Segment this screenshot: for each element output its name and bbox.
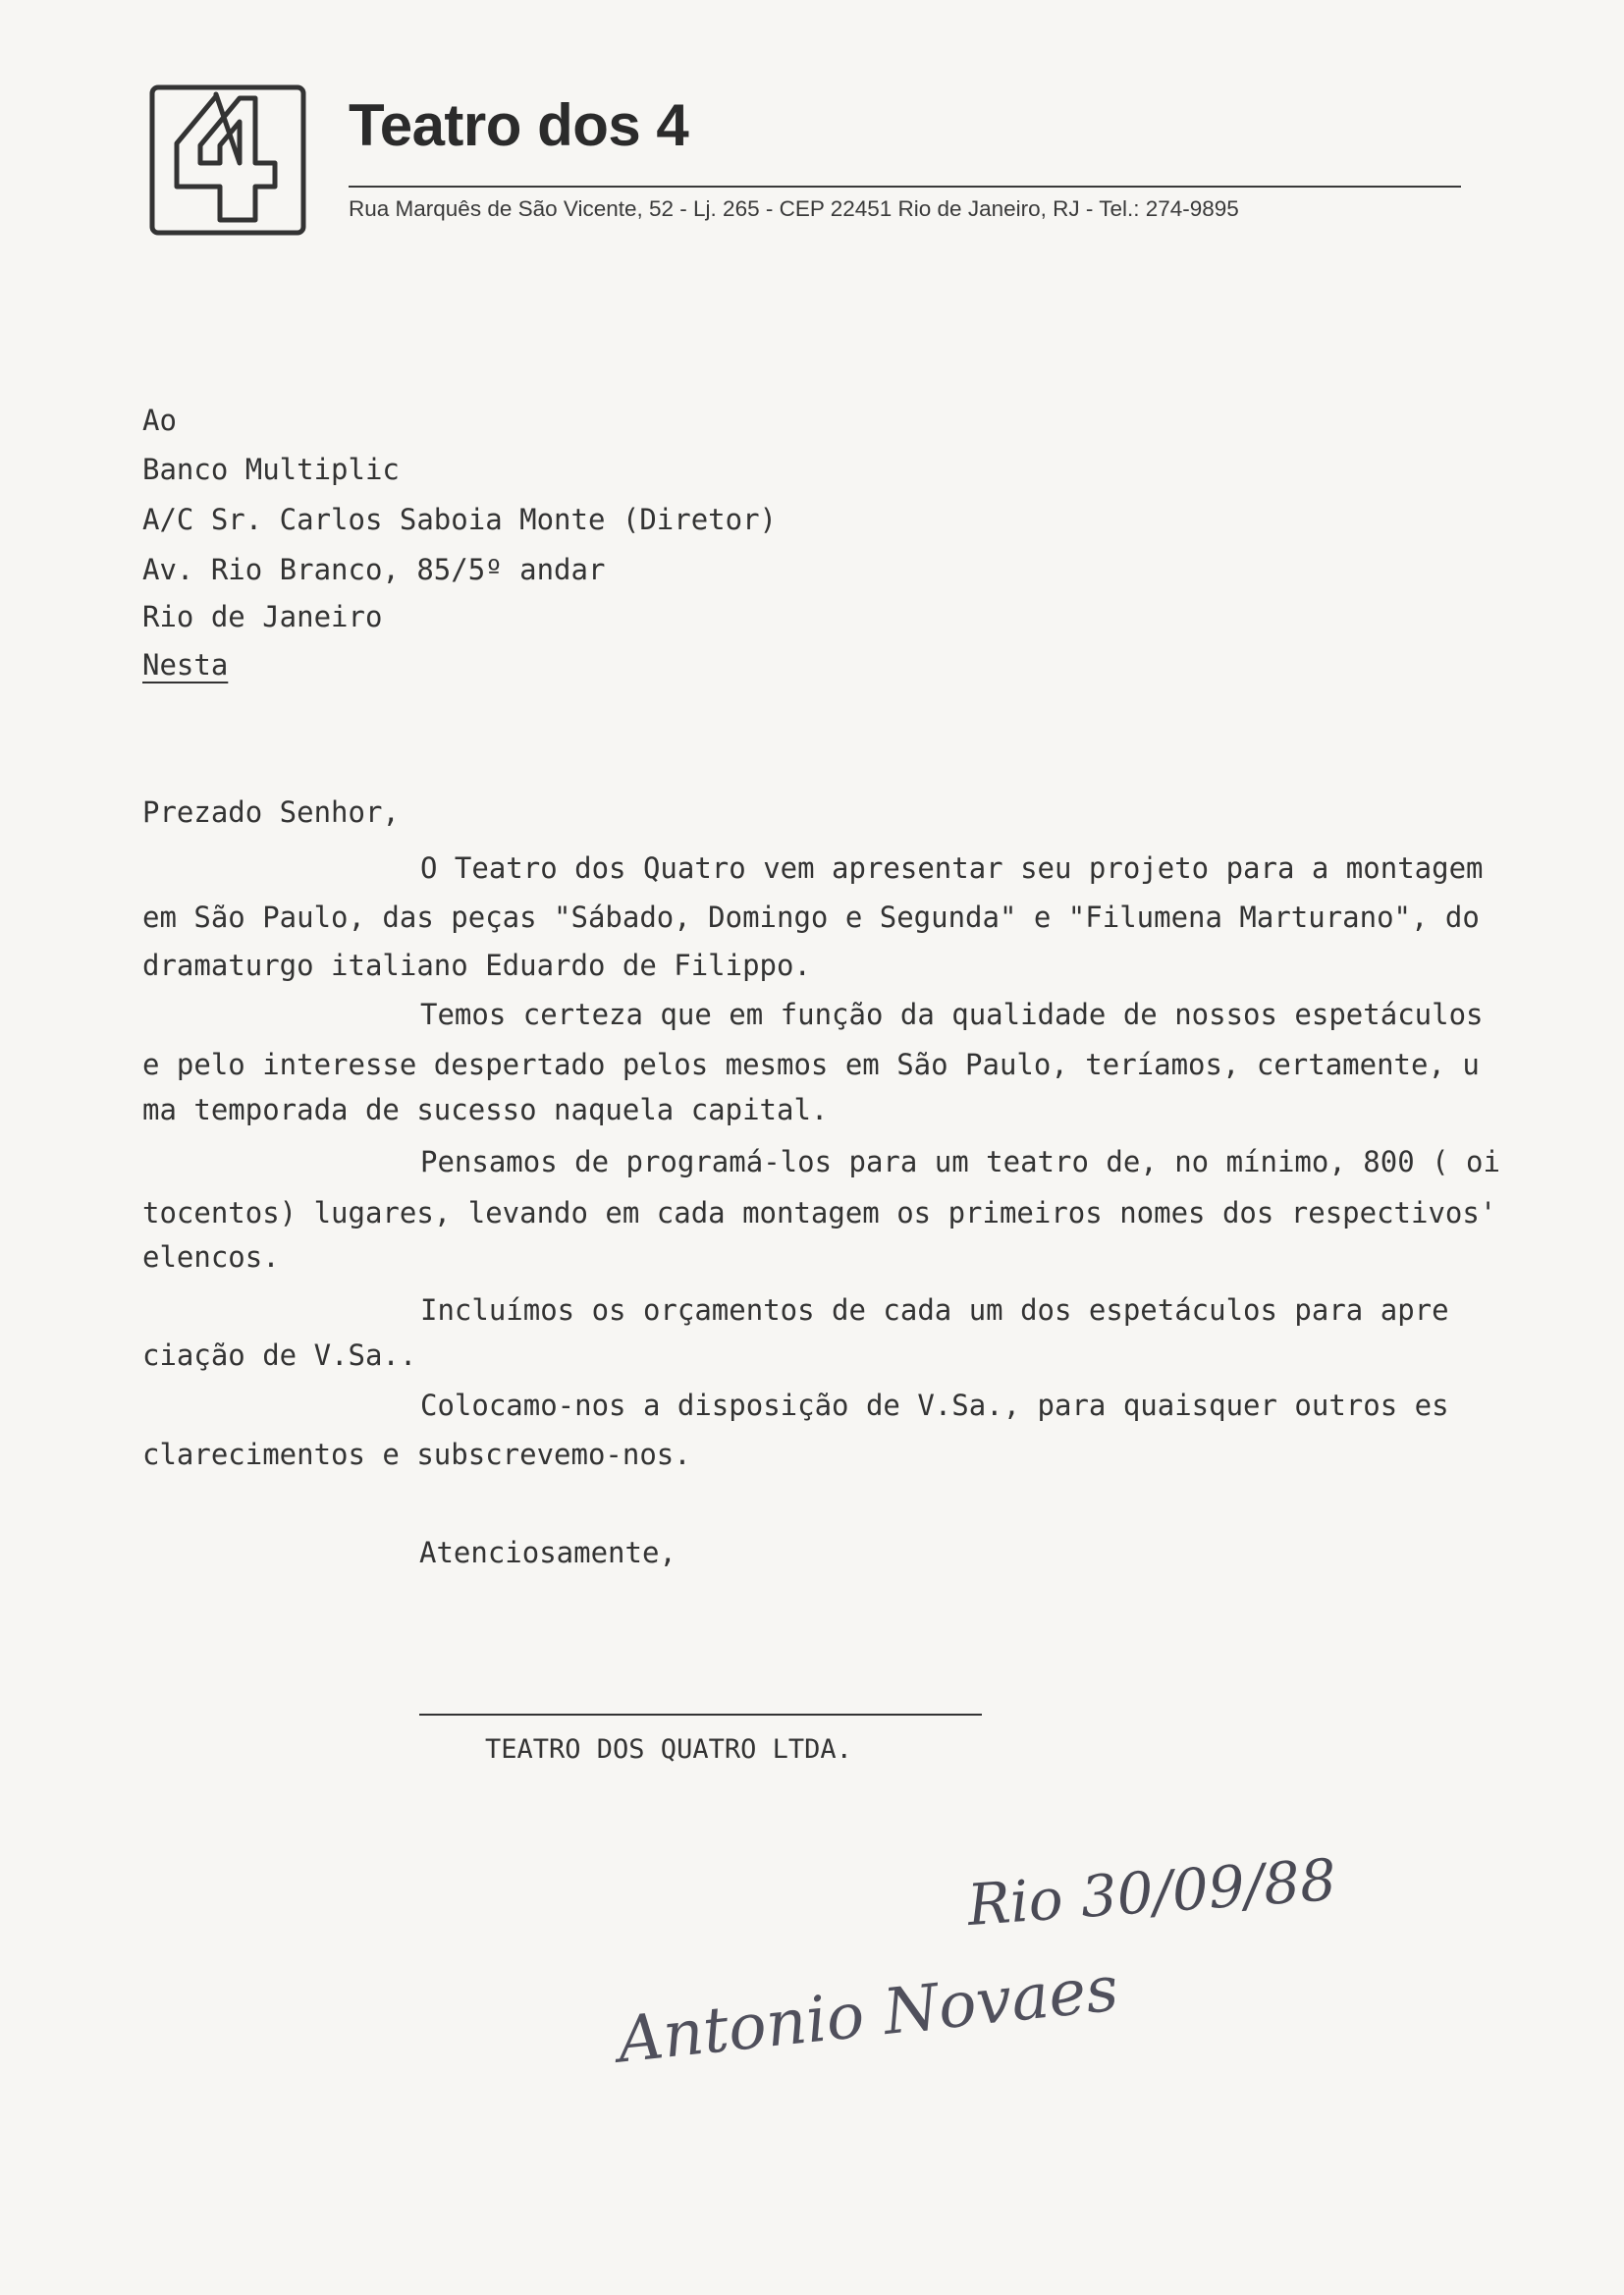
paragraph-2-line-1: Temos certeza que em função da qualidade de nossos espetáculos [420,998,1484,1031]
closing: Atenciosamente, [419,1536,677,1569]
handwritten-signature: Antonio Novaes [614,1952,1122,2078]
paragraph-2-line-2: e pelo interesse despertado pelos mesmos em São Paulo, teríamos, certamente, u [142,1048,1480,1081]
recipient-line-2: Banco Multiplic [142,453,400,486]
recipient-line-3: A/C Sr. Carlos Saboia Monte (Diretor) [142,503,778,536]
signature-line [419,1714,982,1716]
paragraph-4-line-1: Incluímos os orçamentos de cada um dos espetáculos para apre [420,1293,1449,1327]
recipient-line-4: Av. Rio Branco, 85/5º andar [142,553,606,586]
paragraph-4-line-2: ciação de V.Sa.. [142,1339,417,1372]
letterhead-divider [349,186,1461,188]
signature-block-name: TEATRO DOS QUATRO LTDA. [485,1734,852,1765]
paragraph-3-line-2: tocentos) lugares, levando em cada montagem os primeiros nomes dos respectivos' [142,1196,1497,1229]
company-name: Teatro dos 4 [349,92,689,158]
recipient-line-6: Nesta [142,648,229,682]
paragraph-1-line-2: em São Paulo, das peças "Sábado, Domingo e Segunda" e "Filumena Marturano", do [142,901,1480,934]
paragraph-2-line-3: ma temporada de sucesso naquela capital. [142,1093,829,1126]
paragraph-5-line-1: Colocamo-nos a disposição de V.Sa., para quaisquer outros es [420,1389,1449,1422]
paragraph-1-line-3: dramaturgo italiano Eduardo de Filippo. [142,949,811,982]
stylized-number-4-logo-icon [149,84,306,236]
recipient-line-1: Ao [142,404,177,437]
handwritten-date: Rio 30/09/88 [965,1845,1338,1940]
company-address: Rua Marquês de São Vicente, 52 - Lj. 265 - CEP 22451 Rio de Janeiro, RJ - Tel.: 274-9895 [349,196,1239,221]
salutation: Prezado Senhor, [142,795,400,829]
paragraph-3-line-3: elencos. [142,1240,280,1274]
recipient-line-5: Rio de Janeiro [142,600,383,633]
paragraph-1-line-1: O Teatro dos Quatro vem apresentar seu projeto para a montagem [420,851,1484,885]
paragraph-5-line-2: clarecimentos e subscrevemo-nos. [142,1438,691,1471]
paragraph-3-line-1: Pensamos de programá-los para um teatro de, no mínimo, 800 ( oi [420,1145,1500,1178]
